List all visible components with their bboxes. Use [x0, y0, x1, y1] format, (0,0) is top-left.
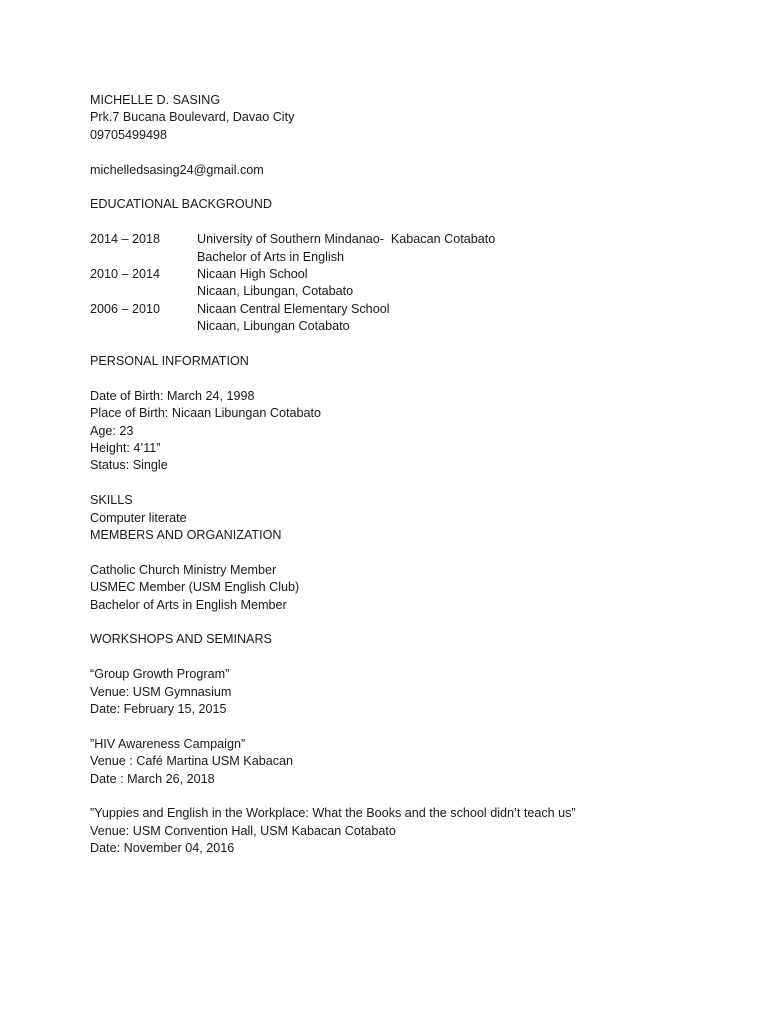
members-heading: MEMBERS AND ORGANIZATION — [90, 528, 282, 543]
workshop-venue: Venue: USM Convention Hall, USM Kabacan Cotabato — [90, 823, 396, 838]
education-school: University of Southern Mindanao- Kabacan Cotabato — [197, 232, 496, 247]
age: Age: 23 — [90, 423, 134, 438]
workshop-venue: Venue : Café Martina USM Kabacan — [90, 754, 294, 769]
spacer — [90, 214, 730, 231]
education-entry — [90, 301, 730, 318]
education-period-blank — [90, 249, 197, 266]
applicant-name: MICHELLE D. SASING — [90, 93, 221, 107]
membership-item: USMEC Member (USM English Club) — [90, 580, 300, 595]
workshop-date: Date: February 15, 2015 — [90, 702, 227, 717]
education-period: 2014 – 2018 — [90, 232, 161, 247]
workshop-venue: Venue: USM Gymnasium — [90, 684, 232, 699]
education-detail: Bachelor of Arts in English — [197, 249, 345, 264]
education-entry — [90, 266, 730, 283]
spacer — [90, 475, 730, 492]
date-of-birth: Date of Birth: March 24, 1998 — [90, 388, 255, 403]
education-period: 2010 – 2014 — [90, 267, 161, 282]
place-of-birth: Place of Birth: Nicaan Libungan Cotabato — [90, 406, 322, 421]
workshop-title: ”Yuppies and English in the Workplace: What the Books and the school didn’t teach us” — [90, 806, 576, 821]
education-detail: Nicaan, Libungan Cotabato — [197, 319, 350, 334]
spacer — [90, 336, 730, 353]
skill-item: Computer literate — [90, 510, 187, 525]
education-detail: Nicaan, Libungan, Cotabato — [197, 284, 354, 299]
spacer — [90, 144, 730, 161]
spacer — [90, 179, 730, 196]
education-entry — [90, 231, 730, 248]
skills-heading: SKILLS — [90, 493, 133, 508]
spacer — [90, 370, 730, 387]
resume-document — [90, 92, 730, 858]
workshop-title: ”HIV Awareness Campaign” — [90, 736, 246, 751]
civil-status: Status: Single — [90, 458, 168, 473]
address: Prk.7 Bucana Boulevard, Davao City — [90, 110, 295, 125]
height: Height: 4’11” — [90, 441, 161, 456]
education-period-blank — [90, 318, 197, 335]
spacer — [90, 614, 730, 631]
spacer — [90, 544, 730, 561]
phone-number: 09705499498 — [90, 127, 168, 142]
workshop-title: “Group Growth Program” — [90, 667, 230, 682]
email-address: michelledsasing24@gmail.com — [90, 162, 264, 177]
education-heading: EDUCATIONAL BACKGROUND — [90, 197, 272, 212]
workshops-heading: WORKSHOPS AND SEMINARS — [90, 632, 272, 647]
personal-info-heading: PERSONAL INFORMATION — [90, 354, 249, 369]
education-school: Nicaan High School — [197, 267, 308, 282]
workshop-date: Date : March 26, 2018 — [90, 771, 215, 786]
spacer — [90, 788, 730, 805]
education-school: Nicaan Central Elementary School — [197, 301, 390, 316]
education-period-blank — [90, 283, 197, 300]
education-entry-detail — [90, 318, 730, 335]
education-entry-detail — [90, 283, 730, 300]
education-period: 2006 – 2010 — [90, 301, 161, 316]
membership-item: Bachelor of Arts in English Member — [90, 597, 287, 612]
education-list — [90, 231, 730, 335]
spacer — [90, 649, 730, 666]
education-entry-detail — [90, 249, 730, 266]
workshop-date: Date: November 04, 2016 — [90, 841, 235, 856]
membership-item: Catholic Church Ministry Member — [90, 562, 277, 577]
spacer — [90, 718, 730, 735]
